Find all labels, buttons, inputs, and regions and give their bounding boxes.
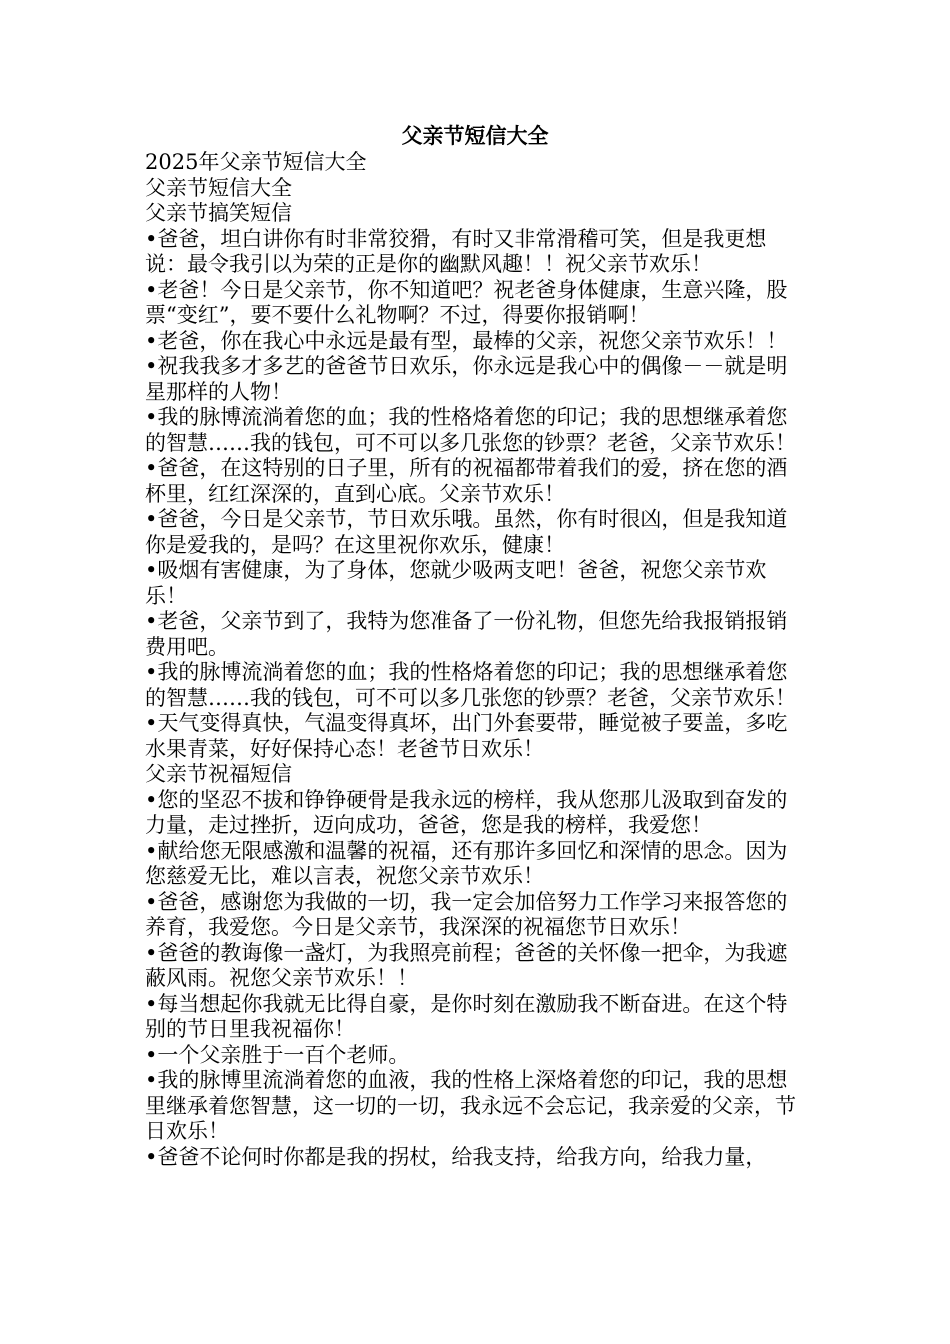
list-item: •您的坚忍不拔和铮铮硬骨是我永远的榜样，我从您那儿汲取到奋发的力量，走过挫折，迈向成功，爸爸，您是我的榜样，我爱您！: [145, 787, 788, 837]
document-title: 父亲节短信大全: [401, 123, 549, 148]
text-line: 父亲节短信大全: [145, 175, 292, 200]
list-item: •老爸，你在我心中永远是最有型，最棒的父亲，祝您父亲节欢乐！！: [145, 328, 788, 353]
list-item: •天气变得真快，气温变得真坏，出门外套要带，睡觉被子要盖，多吃水果青菜，好好保持心态！老爸节日欢乐！: [145, 711, 788, 761]
list-item: •老爸！今日是父亲节，你不知道吧？祝老爸身体健康，生意兴隆，股票“变红”，要不要什么礼物啊？不过，得要你报销啊！: [145, 277, 788, 327]
list-item: •爸爸不论何时你都是我的拐杖，给我支持，给我方向，给我力量，: [145, 1144, 767, 1169]
list-item: •爸爸，坦白讲你有时非常狡猾，有时又非常滑稽可笑，但是我更想说：最令我引以为荣的正是你的幽默风趣！！祝父亲节欢乐！: [145, 226, 767, 276]
list-item: •爸爸的教诲像一盏灯，为我照亮前程；爸爸的关怀像一把伞，为我遮蔽风雨。祝您父亲节欢乐！！: [145, 940, 788, 990]
list-item: •爸爸，感谢您为我做的一切，我一定会加倍努力工作学习来报答您的养育，我爱您。今日是父亲节，我深深的祝福您节日欢乐！: [145, 889, 788, 939]
list-item: •一个父亲胜于一百个老师。: [145, 1042, 410, 1067]
list-item: •我的脉博流淌着您的血；我的性格烙着您的印记；我的思想继承着您的智慧……我的钱包，可不可以多几张您的钞票？老爸，父亲节欢乐！: [145, 405, 796, 455]
list-item: •爸爸，在这特别的日子里，所有的祝福都带着我们的爱，挤在您的酒杯里，红红深深的，直到心底。父亲节欢乐！: [145, 456, 788, 506]
list-item: •每当想起你我就无比得自豪，是你时刻在激励我不断奋进。在这个特别的节日里我祝福你！: [145, 991, 788, 1041]
list-item: •我的脉博流淌着您的血；我的性格烙着您的印记；我的思想继承着您的智慧……我的钱包，可不可以多几张您的钞票？老爸，父亲节欢乐！: [145, 660, 796, 710]
section-heading: 父亲节祝福短信: [145, 762, 292, 786]
text-line: 2025年父亲节短信大全: [145, 150, 367, 174]
section-heading: 父亲节搞笑短信: [145, 201, 292, 225]
list-item: •祝我我多才多艺的爸爸节日欢乐，你永远是我心中的偶像－－就是明星那样的人物！: [145, 354, 788, 404]
list-item: •爸爸，今日是父亲节，节日欢乐哦。虽然，你有时很凶，但是我知道你是爱我的，是吗？在这里祝你欢乐，健康！: [145, 507, 788, 557]
list-item: •我的脉博里流淌着您的血液，我的性格上深烙着您的印记，我的思想里继承着您智慧，这一切的一切，我永远不会忘记，我亲爱的父亲，节日欢乐！: [145, 1068, 796, 1143]
document-page: [145, 122, 805, 1170]
list-item: •献给您无限感激和温馨的祝福，还有那许多回忆和深情的思念。因为您慈爱无比，难以言表，祝您父亲节欢乐！: [145, 838, 788, 888]
list-item: •老爸，父亲节到了，我特为您准备了一份礼物，但您先给我报销报销费用吧。: [145, 609, 788, 659]
list-item: •吸烟有害健康，为了身体，您就少吸两支吧！爸爸，祝您父亲节欢乐！: [145, 558, 767, 608]
